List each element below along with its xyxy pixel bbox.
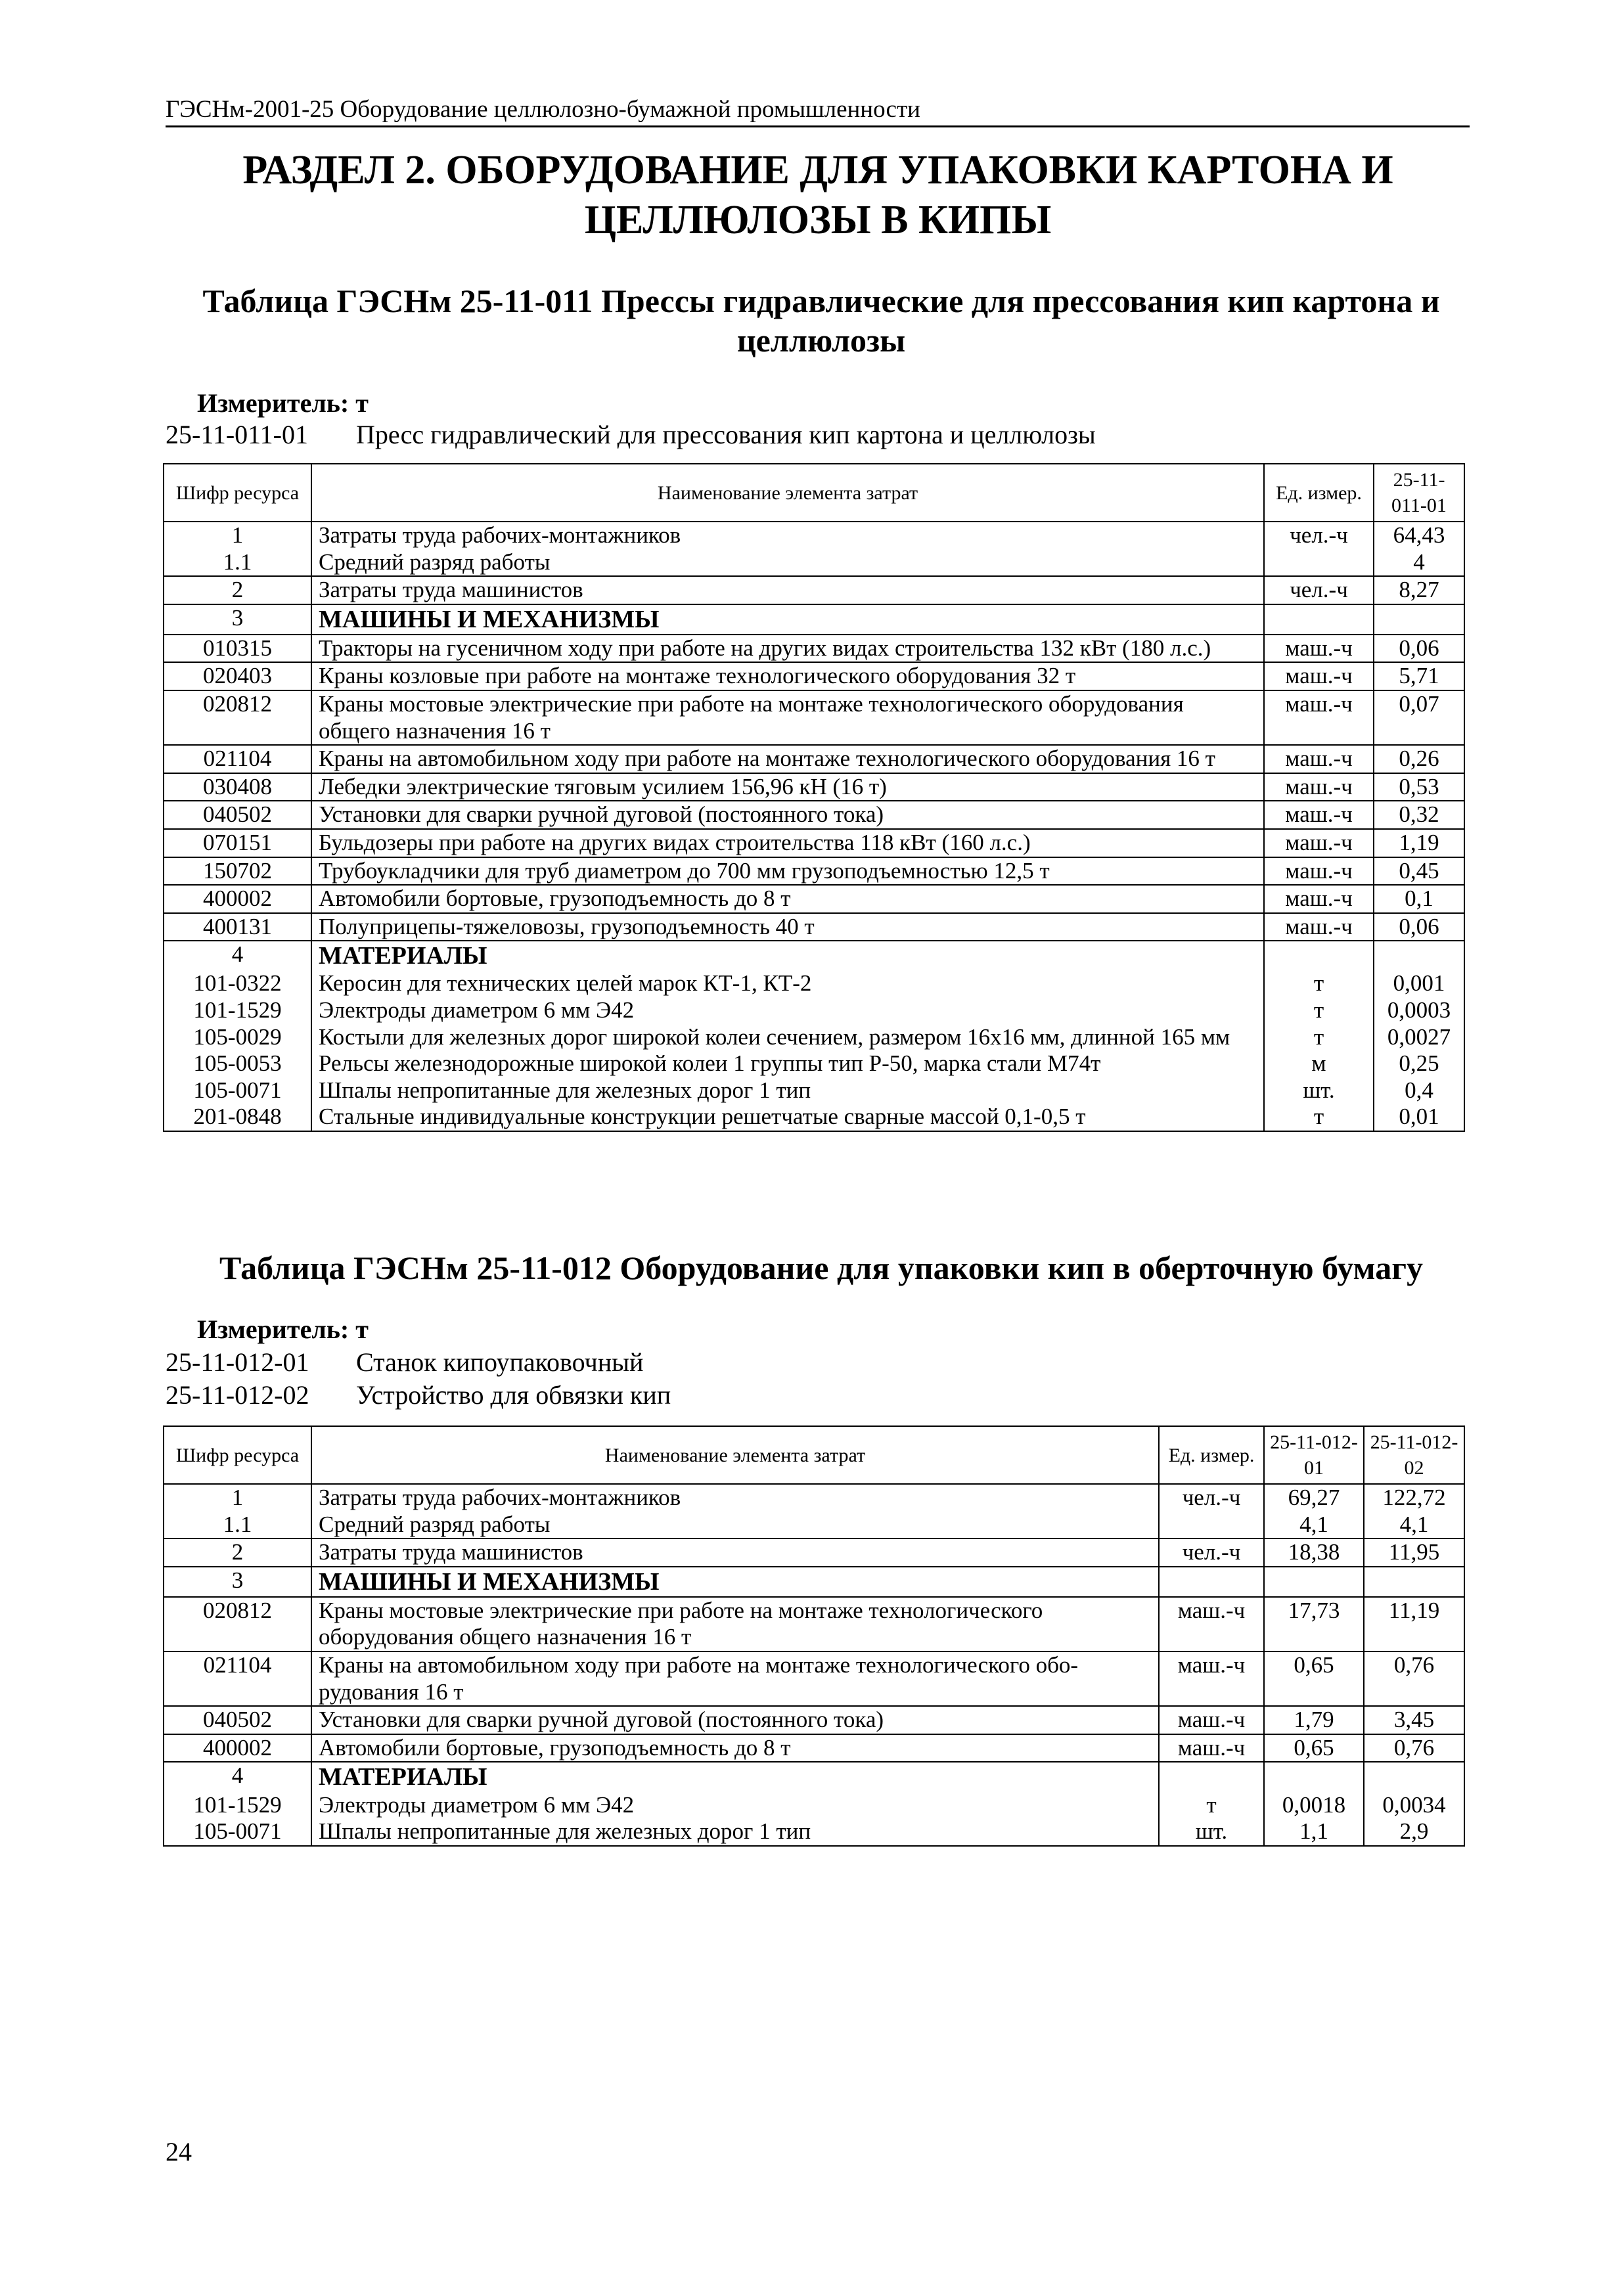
cell-unit: маш.-ч [1264, 773, 1374, 801]
table1-variant [166, 419, 1414, 452]
header-name: Наименование элемента затрат [311, 464, 1264, 522]
cell-value-1: 0,45 [1374, 857, 1464, 886]
cell-name: Установки для сварки ручной дуговой (постоянного тока) [311, 1706, 1159, 1734]
cell-value-1 [1374, 604, 1464, 635]
table-row [164, 1818, 1464, 1846]
cell-code: 010315 [164, 635, 311, 663]
page-number: 24 [166, 2137, 192, 2167]
table-row [164, 801, 1464, 829]
cell-name: МАШИНЫ И МЕХАНИЗМЫ [311, 1567, 1159, 1597]
table-row [164, 1077, 1464, 1104]
cell-value-2 [1364, 1762, 1464, 1791]
cell-unit [1264, 549, 1374, 577]
header-code: Шифр ресурса [164, 464, 311, 522]
table-row [164, 885, 1464, 913]
cell-unit: маш.-ч [1264, 635, 1374, 663]
table-row [164, 662, 1464, 690]
cell-name: МАТЕРИАЛЫ [311, 1762, 1159, 1791]
cell-value-1: 5,71 [1374, 662, 1464, 690]
cell-code: 020403 [164, 662, 311, 690]
cell-value-2: 3,45 [1364, 1706, 1464, 1734]
cell-value-2: 11,19 [1364, 1597, 1464, 1651]
cell-name: Шпалы непропитанные для железных дорог 1 тип [311, 1077, 1264, 1104]
cell-code: 4 [164, 1762, 311, 1791]
cell-name: Краны козловые при работе на монтаже технологического оборудования 32 т [311, 662, 1264, 690]
table-row [164, 829, 1464, 857]
header-col2: 25-11-012-02 [1364, 1426, 1464, 1484]
cell-value-1 [1264, 1567, 1364, 1597]
cell-code: 101-1529 [164, 997, 311, 1024]
cell-code: 150702 [164, 857, 311, 886]
table1-meter [197, 388, 369, 419]
table-row [164, 522, 1464, 549]
variant-code: 25-11-011-01 [166, 420, 308, 449]
table-row [164, 1651, 1464, 1706]
cell-name: Тракторы на гусеничном ходу при работе на других видах строительства 132 кВт (180 л.с.) [311, 635, 1264, 663]
header-name: Наименование элемента затрат [311, 1426, 1159, 1484]
table-row [164, 1024, 1464, 1051]
cell-unit: маш.-ч [1264, 690, 1374, 745]
table-row [164, 1538, 1464, 1567]
cell-unit: маш.-ч [1264, 801, 1374, 829]
cell-name: Средний разряд работы [311, 1512, 1159, 1539]
cell-value-1: 0,0027 [1374, 1024, 1464, 1051]
cell-name: Лебедки электрические тяговым усилием 156,96 кН (16 т) [311, 773, 1264, 801]
cell-name: Краны на автомобильном ходу при работе на монтаже технологического оборудования 16 т [311, 745, 1264, 773]
cell-name: Краны на автомобильном ходу при работе на монтаже технологического обо-рудования 16 т [311, 1651, 1159, 1706]
table-row [164, 1706, 1464, 1734]
table-row [164, 604, 1464, 635]
cell-value-2: 4,1 [1364, 1512, 1464, 1539]
cell-unit: чел.-ч [1264, 522, 1374, 549]
cell-value-1: 0,01 [1374, 1104, 1464, 1131]
cell-code: 020812 [164, 1597, 311, 1651]
cell-unit: шт. [1159, 1818, 1264, 1846]
cell-value-1: 0,07 [1374, 690, 1464, 745]
cell-value-1: 4 [1374, 549, 1464, 577]
cell-value-1: 0,53 [1374, 773, 1464, 801]
cell-unit [1264, 604, 1374, 635]
table-row [164, 745, 1464, 773]
table-row [164, 773, 1464, 801]
cell-value-2: 0,76 [1364, 1734, 1464, 1762]
cell-value-1: 0,32 [1374, 801, 1464, 829]
cell-value-1: 0,06 [1374, 635, 1464, 663]
cell-code: 105-0053 [164, 1050, 311, 1077]
cell-code: 1 [164, 522, 311, 549]
cell-value-1: 0,25 [1374, 1050, 1464, 1077]
cell-unit: маш.-ч [1264, 745, 1374, 773]
table-row [164, 690, 1464, 745]
table-row [164, 857, 1464, 886]
cell-value-1: 17,73 [1264, 1597, 1364, 1651]
table-row [164, 1792, 1464, 1819]
cell-code: 1 [164, 1484, 311, 1512]
cell-value-1 [1374, 941, 1464, 970]
table2 [163, 1426, 1465, 1847]
variant-code: 25-11-012-02 [166, 1380, 309, 1410]
cell-name: Затраты труда машинистов [311, 576, 1264, 604]
table-row [164, 635, 1464, 663]
cell-unit: маш.-ч [1159, 1706, 1264, 1734]
variant-name: Пресс гидравлический для прессования кип картона и целлюлозы [356, 420, 1096, 449]
cell-value-1: 0,0003 [1374, 997, 1464, 1024]
cell-code: 4 [164, 941, 311, 970]
header-col1: 25-11-012-01 [1264, 1426, 1364, 1484]
table1 [163, 463, 1465, 1132]
cell-unit: маш.-ч [1264, 885, 1374, 913]
cell-name: Костыли для железных дорог широкой колеи сечением, размером 16х16 мм, длинной 165 мм [311, 1024, 1264, 1051]
cell-name: Краны мостовые электрические при работе на монтаже технологического оборудования общего назначения 16 т [311, 690, 1264, 745]
cell-unit [1159, 1762, 1264, 1791]
table-row [164, 549, 1464, 577]
cell-value-2 [1364, 1567, 1464, 1597]
cell-value-1: 64,43 [1374, 522, 1464, 549]
cell-name: Затраты труда рабочих-монтажников [311, 1484, 1159, 1512]
cell-value-1: 1,1 [1264, 1818, 1364, 1846]
cell-name: Автомобили бортовые, грузоподъемность до 8 т [311, 1734, 1159, 1762]
cell-code: 400131 [164, 913, 311, 941]
cell-code: 201-0848 [164, 1104, 311, 1131]
table2-meter-label: Измеритель: [197, 1314, 350, 1344]
cell-name: Шпалы непропитанные для железных дорог 1 тип [311, 1818, 1159, 1846]
cell-unit: маш.-ч [1264, 913, 1374, 941]
cell-value-1: 0,0018 [1264, 1792, 1364, 1819]
cell-value-1: 0,65 [1264, 1734, 1364, 1762]
cell-value-1: 1,79 [1264, 1706, 1364, 1734]
cell-unit: т [1264, 1104, 1374, 1131]
cell-unit: т [1264, 997, 1374, 1024]
variant-code: 25-11-012-01 [166, 1347, 309, 1377]
cell-value-2: 11,95 [1364, 1538, 1464, 1567]
cell-unit: чел.-ч [1159, 1484, 1264, 1512]
table-row [164, 997, 1464, 1024]
cell-value-1: 0,4 [1374, 1077, 1464, 1104]
cell-code: 105-0029 [164, 1024, 311, 1051]
cell-name: Стальные индивидуальные конструкции решетчатые сварные массой 0,1-0,5 т [311, 1104, 1264, 1131]
table-row [164, 941, 1464, 970]
cell-code: 2 [164, 576, 311, 604]
cell-code: 2 [164, 1538, 311, 1567]
cell-code: 040502 [164, 801, 311, 829]
cell-value-1 [1264, 1762, 1364, 1791]
cell-code: 101-0322 [164, 970, 311, 997]
table-row [164, 1597, 1464, 1651]
table-row [164, 913, 1464, 941]
cell-name: Бульдозеры при работе на других видах строительства 118 кВт (160 л.с.) [311, 829, 1264, 857]
table-row [164, 1050, 1464, 1077]
cell-name: МАШИНЫ И МЕХАНИЗМЫ [311, 604, 1264, 635]
header-unit: Ед. измер. [1159, 1426, 1264, 1484]
cell-name: Полуприцепы-тяжеловозы, грузоподъемность 40 т [311, 913, 1264, 941]
cell-unit: шт. [1264, 1077, 1374, 1104]
cell-code: 070151 [164, 829, 311, 857]
cell-name: МАТЕРИАЛЫ [311, 941, 1264, 970]
table-row [164, 1567, 1464, 1597]
cell-unit: чел.-ч [1264, 576, 1374, 604]
cell-value-2: 122,72 [1364, 1484, 1464, 1512]
cell-unit: т [1264, 1024, 1374, 1051]
cell-code: 400002 [164, 1734, 311, 1762]
cell-value-1: 8,27 [1374, 576, 1464, 604]
cell-value-1: 69,27 [1264, 1484, 1364, 1512]
cell-unit: маш.-ч [1159, 1651, 1264, 1706]
cell-value-1: 0,06 [1374, 913, 1464, 941]
variant-name: Устройство для обвязки кип [356, 1380, 671, 1410]
table1-header-row [164, 464, 1464, 522]
cell-name: Автомобили бортовые, грузоподъемность до 8 т [311, 885, 1264, 913]
cell-unit: маш.-ч [1264, 662, 1374, 690]
table-row [164, 1762, 1464, 1791]
cell-unit: т [1159, 1792, 1264, 1819]
cell-code: 1.1 [164, 549, 311, 577]
cell-unit: маш.-ч [1159, 1597, 1264, 1651]
cell-value-2: 0,0034 [1364, 1792, 1464, 1819]
cell-name: Затраты труда рабочих-монтажников [311, 522, 1264, 549]
cell-value-2: 0,76 [1364, 1651, 1464, 1706]
cell-name: Установки для сварки ручной дуговой (постоянного тока) [311, 801, 1264, 829]
cell-name: Электроды диаметром 6 мм Э42 [311, 1792, 1159, 1819]
table2-header-row [164, 1426, 1464, 1484]
table-row [164, 1484, 1464, 1512]
cell-value-2: 2,9 [1364, 1818, 1464, 1846]
cell-code: 1.1 [164, 1512, 311, 1539]
header-col1: 25-11-011-01 [1374, 464, 1464, 522]
cell-code: 021104 [164, 745, 311, 773]
cell-code: 020812 [164, 690, 311, 745]
cell-name: Средний разряд работы [311, 549, 1264, 577]
header-unit: Ед. измер. [1264, 464, 1374, 522]
table1-meter-label: Измеритель: [197, 388, 350, 418]
cell-unit: маш.-ч [1159, 1734, 1264, 1762]
cell-value-1: 0,65 [1264, 1651, 1364, 1706]
cell-name: Электроды диаметром 6 мм Э42 [311, 997, 1264, 1024]
table2-variant-2 [166, 1380, 1414, 1412]
cell-code: 3 [164, 1567, 311, 1597]
cell-code: 101-1529 [164, 1792, 311, 1819]
cell-unit: т [1264, 970, 1374, 997]
cell-name: Керосин для технических целей марок КТ-1, КТ-2 [311, 970, 1264, 997]
table2-variant-1 [166, 1347, 1414, 1380]
table2-title: Таблица ГЭСНм 25-11-012 Оборудование для упаковки кип в оберточную бумагу [219, 1249, 1423, 1286]
section-title: РАЗДЕЛ 2. ОБОРУДОВАНИЕ ДЛЯ УПАКОВКИ КАРТОНА И ЦЕЛЛЮЛОЗЫ В КИПЫ [242, 148, 1393, 242]
table2-meter [197, 1314, 369, 1345]
table-row [164, 576, 1464, 604]
cell-value-1: 0,26 [1374, 745, 1464, 773]
cell-value-1: 18,38 [1264, 1538, 1364, 1567]
table-row [164, 1104, 1464, 1131]
cell-unit [1159, 1567, 1264, 1597]
table-row [164, 1512, 1464, 1539]
cell-unit: м [1264, 1050, 1374, 1077]
cell-code: 105-0071 [164, 1077, 311, 1104]
cell-unit: маш.-ч [1264, 857, 1374, 886]
cell-code: 400002 [164, 885, 311, 913]
cell-code: 021104 [164, 1651, 311, 1706]
cell-code: 3 [164, 604, 311, 635]
cell-name: Рельсы железнодорожные широкой колеи 1 группы тип Р-50, марка стали М74т [311, 1050, 1264, 1077]
running-header: ГЭСНм-2001-25 Оборудование целлюлозно-бумажной промышленности [166, 97, 1470, 127]
cell-value-1: 0,001 [1374, 970, 1464, 997]
cell-name: Трубоукладчики для труб диаметром до 700 мм грузоподъемностью 12,5 т [311, 857, 1264, 886]
cell-name: Краны мостовые электрические при работе на монтаже технологического оборудования общего назначения 16 т [311, 1597, 1159, 1651]
cell-code: 040502 [164, 1706, 311, 1734]
cell-value-1: 1,19 [1374, 829, 1464, 857]
table1-title: Таблица ГЭСНм 25-11-011 Прессы гидравлические для прессования кип картона и целлюлозы [202, 282, 1440, 359]
header-code: Шифр ресурса [164, 1426, 311, 1484]
table-row [164, 970, 1464, 997]
cell-name: Затраты труда машинистов [311, 1538, 1159, 1567]
cell-unit: чел.-ч [1159, 1538, 1264, 1567]
cell-unit: маш.-ч [1264, 829, 1374, 857]
cell-code: 105-0071 [164, 1818, 311, 1846]
table2-meter-unit: т [355, 1314, 369, 1344]
cell-code: 030408 [164, 773, 311, 801]
table-row [164, 1734, 1464, 1762]
cell-unit [1264, 941, 1374, 970]
variant-name: Станок кипоупаковочный [356, 1347, 644, 1377]
cell-unit [1159, 1512, 1264, 1539]
table1-meter-unit: т [355, 388, 369, 418]
cell-value-1: 4,1 [1264, 1512, 1364, 1539]
cell-value-1: 0,1 [1374, 885, 1464, 913]
